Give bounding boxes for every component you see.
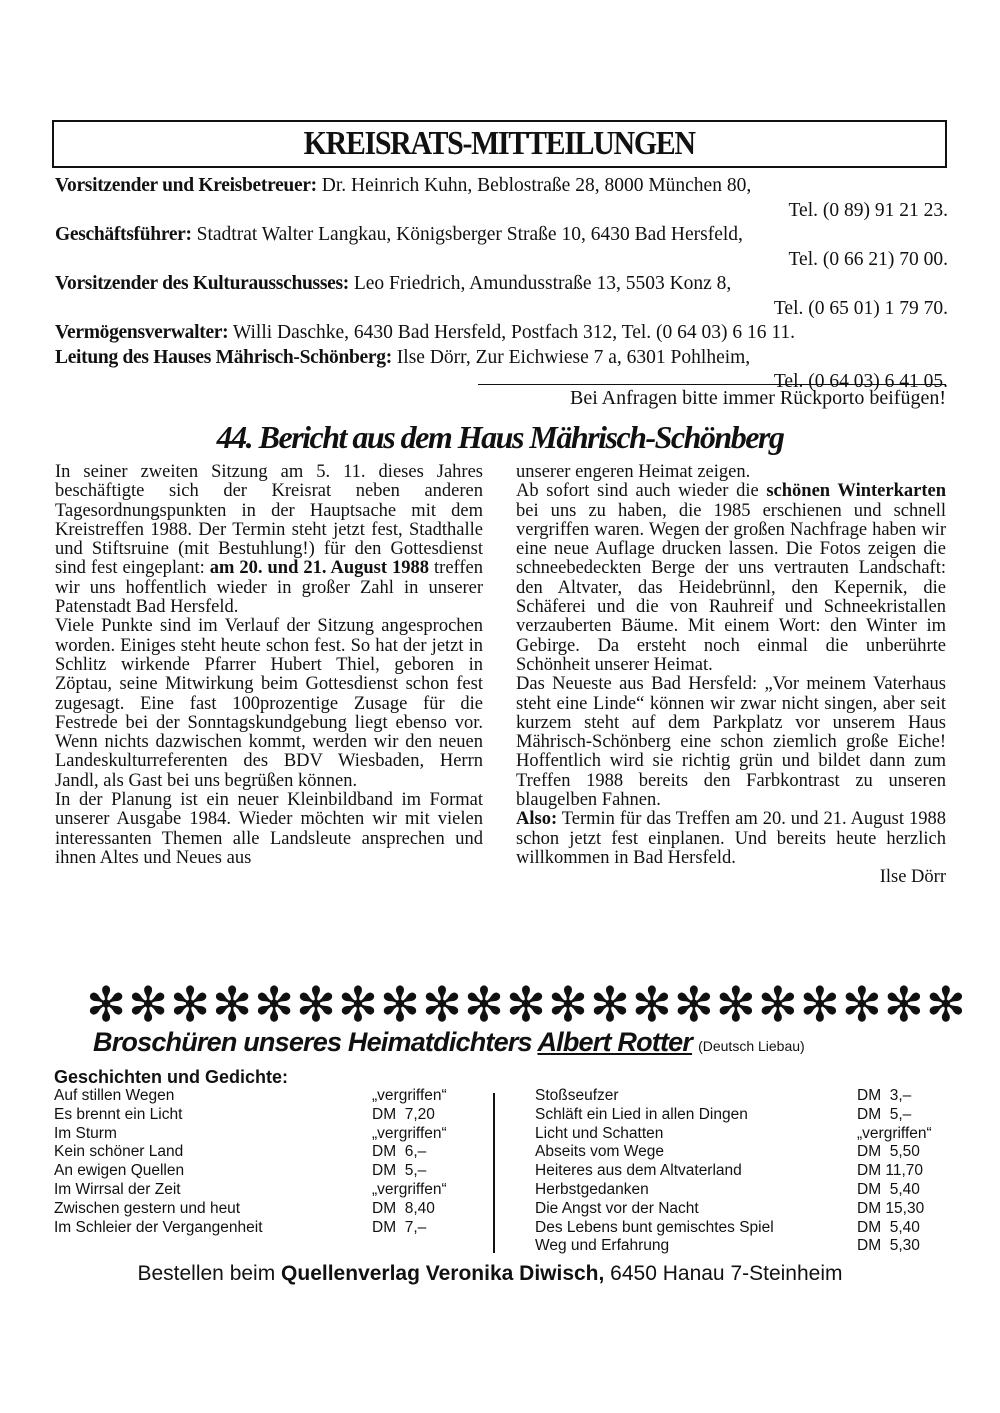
publisher-address: 6450 Hanau 7-Steinheim xyxy=(604,1262,843,1285)
contact-text: Willi Daschke, 6430 Bad Hersfeld, Postfach 312, Tel. (0 64 03) 6 16 11. xyxy=(232,322,796,343)
star-ornament: ✻ xyxy=(925,977,966,1033)
brochure-title: Auf stillen Wegen xyxy=(54,1087,175,1104)
contact-phone: Tel. (0 64 03) 6 41 05. xyxy=(773,371,948,392)
brochures-title xyxy=(93,1027,805,1058)
contact-text: Stadtrat Walter Langkau, Königsberger Straße 10, 6430 Bad Hersfeld, xyxy=(196,224,743,245)
brochure-price: DM 3,– xyxy=(857,1087,912,1104)
brochure-price: DM 5,– xyxy=(857,1105,912,1123)
brochure-row xyxy=(54,1087,464,1106)
star-ornament: ✻ xyxy=(589,977,631,1033)
brochure-row xyxy=(535,1087,947,1106)
contact-label: Vermögensverwalter: xyxy=(55,322,229,343)
star-ornament: ✻ xyxy=(673,977,714,1033)
title-box xyxy=(52,120,947,168)
brochure-title: Im Wirrsal der Zeit xyxy=(54,1180,181,1198)
brochure-row xyxy=(535,1125,947,1144)
contact-list xyxy=(55,174,948,395)
brochure-row xyxy=(54,1219,464,1238)
brochure-title: Im Sturm xyxy=(54,1124,117,1142)
brochure-title: Abseits vom Wege xyxy=(535,1143,664,1161)
paragraph: unserer engeren Heimat zeigen. xyxy=(516,462,751,482)
text: Termin für das Treffen am 20. und 21. August 1988 schon jetzt fest einplanen. Und bereits heute herzlich willkommen in Bad Hersfeld. xyxy=(516,809,946,868)
contact-phone: Tel. (0 65 01) 1 79 70. xyxy=(773,297,948,319)
brochure-price: DM 5,40 xyxy=(857,1180,920,1198)
contact-text: Ilse Dörr, Zur Eichwiese 7 a, 6301 Pohlheim, xyxy=(396,346,751,368)
text: treffen wir uns hoffentlich wieder in großer Zahl in unserer Patenstadt Bad Hersfeld. xyxy=(55,558,483,618)
emphasis: am 20. und 21. August 1988 xyxy=(209,558,430,579)
brochure-title: Licht und Schatten xyxy=(535,1124,664,1142)
star-ornament: ✻ xyxy=(757,977,798,1033)
signature-row xyxy=(516,868,946,887)
contact-label: Leitung des Hauses Mährisch-Schönberg: xyxy=(55,346,392,368)
contact-label: Vorsitzender und Kreisbetreuer: xyxy=(55,175,317,196)
star-ornament: ✻ xyxy=(127,977,169,1033)
contact-label: Geschäftsführer: xyxy=(55,224,192,245)
brochure-row xyxy=(535,1219,947,1238)
order-prefix: Bestellen beim xyxy=(137,1262,282,1285)
paragraph xyxy=(55,463,483,617)
brochure-row xyxy=(54,1181,464,1200)
brochure-row xyxy=(535,1106,947,1125)
brochure-title: Stoßseufzer xyxy=(535,1087,619,1104)
brochure-price: „vergriffen“ xyxy=(372,1180,447,1198)
contact-phone: Tel. (0 89) 91 21 23. xyxy=(788,199,948,221)
brochure-title: Zwischen gestern und heut xyxy=(54,1199,241,1217)
author-name: Albert Rotter xyxy=(537,1027,693,1057)
brochure-price: DM 5,30 xyxy=(857,1237,920,1255)
star-ornament: ✻ xyxy=(169,977,211,1033)
paragraph xyxy=(516,482,946,675)
brochure-row xyxy=(535,1143,947,1162)
brochure-price: DM 11,70 xyxy=(857,1162,924,1180)
paragraph: In der Planung ist ein neuer Kleinbildband im Format unserer Ausgabe 1984. Wieder möchten wir mit vielen interessanten Themen alle Landsleute ansprechen und ihnen Altes und Neues aus xyxy=(55,790,483,868)
contact-line xyxy=(55,174,948,199)
star-ornament: ✻ xyxy=(631,977,673,1033)
brochure-row xyxy=(54,1162,464,1181)
star-ornament: ✻ xyxy=(799,977,840,1033)
brochure-title: Weg und Erfahrung xyxy=(535,1237,670,1255)
contact-label: Vorsitzender des Kulturausschusses: xyxy=(55,273,349,294)
report-column-left xyxy=(55,463,483,868)
brochure-price: „vergriffen“ xyxy=(372,1087,447,1104)
emphasis: schönen Winterkarten xyxy=(766,481,946,502)
brochure-title: Kein schöner Land xyxy=(54,1143,184,1161)
star-divider xyxy=(86,975,966,1035)
star-ornament: ✻ xyxy=(883,977,924,1033)
brochure-title: Im Schleier der Vergangenheit xyxy=(54,1218,263,1236)
brochures-subtitle: Geschichten und Gedichte: xyxy=(54,1067,289,1087)
brochure-row xyxy=(54,1143,464,1162)
column-divider xyxy=(493,1093,495,1253)
brochure-title: Es brennt ein Licht xyxy=(54,1105,183,1123)
brochure-price: DM 7,– xyxy=(372,1218,427,1236)
brochure-price: DM 5,– xyxy=(372,1162,427,1180)
paragraph: Das Neueste aus Bad Hersfeld: „Vor meinem Vaterhaus steht eine Linde“ können wir zwar nicht singen, aber seit kurzem steht auf dem Parkplatz vor unserem Haus Mährisch-Schönberg eine schon ziemlich große Eiche! Hoffentlich wird sie richtig grün und bildet dann zum Treffen 1988 bereits den Farbkontrast zu unseren blaugelben Fahnen. xyxy=(516,674,946,811)
contact-line xyxy=(55,272,948,297)
brochure-list-left xyxy=(54,1087,464,1237)
text: In seiner zweiten Sitzung am 5. 11. dieses Jahres beschäftigte sich der Kreisrat neben anderen Tagesordnungspunkten in der Hauptsache mit dem Kreistreffen 1988. Der Termin steht jetzt fest, Stadthalle und Stiftsruine (mit Bestuhlung!) für den Gottesdienst sind fest eingeplant: xyxy=(55,462,483,579)
report-title: 44. Bericht aus dem Haus Mährisch-Schönberg xyxy=(216,419,784,455)
brochure-title: An ewigen Quellen xyxy=(54,1162,185,1180)
star-ornament: ✻ xyxy=(379,977,421,1033)
contact-line xyxy=(55,223,948,248)
brochure-price: „vergriffen“ xyxy=(857,1124,932,1142)
brochure-price: DM 7,20 xyxy=(372,1105,435,1123)
contact-phone: Tel. (0 66 21) 70 00. xyxy=(788,248,948,270)
signature: Ilse Dörr xyxy=(879,867,946,888)
paragraph xyxy=(516,810,946,868)
page-title: KREISRATS-MITTEILUNGEN xyxy=(303,125,696,162)
star-ornament: ✻ xyxy=(421,977,463,1033)
star-ornament: ✻ xyxy=(505,977,547,1033)
star-ornament: ✻ xyxy=(86,977,127,1033)
brochure-row xyxy=(535,1162,947,1181)
star-ornament: ✻ xyxy=(463,977,505,1033)
brochure-list-right xyxy=(535,1087,947,1256)
brochure-row xyxy=(535,1237,947,1256)
emphasis: Also: xyxy=(516,809,558,830)
author-origin: (Deutsch Liebau) xyxy=(698,1038,805,1054)
postage-hint: Bei Anfragen bitte immer Rückporto beifügen! xyxy=(478,384,946,411)
star-ornament: ✻ xyxy=(547,977,589,1033)
star-ornament: ✻ xyxy=(841,977,882,1033)
order-info xyxy=(0,1262,980,1286)
brochure-title: Schläft ein Lied in allen Dingen xyxy=(535,1105,748,1123)
brochure-price: „vergriffen“ xyxy=(372,1124,447,1142)
star-ornament: ✻ xyxy=(295,977,337,1033)
brochure-row xyxy=(54,1125,464,1144)
brochure-row xyxy=(535,1181,947,1200)
contact-line xyxy=(55,321,948,346)
brochure-row xyxy=(535,1200,947,1219)
brochure-title: Des Lebens bunt gemischtes Spiel xyxy=(535,1218,774,1236)
brochure-title: Heiteres aus dem Altvaterland xyxy=(535,1162,742,1180)
paragraph: Viele Punkte sind im Verlauf der Sitzung angesprochen worden. Einiges steht heute schon fest. So hat der jetzt in Schlitz wirkende Pfarrer Hubert Thiel, geboren in Zöptau, seine Mitwirkung beim Gottesdienst schon fest zugesagt. Eine fast 100prozentige Zusage für die Festrede bei der Sonntagskundgebung liegt ebenso vor. Wenn nichts dazwischen kommt, werden wir den neuen Landeskulturreferenten des BDV Wiesbaden, Herrn Jandl, als Gast bei uns begrüßen können. xyxy=(55,616,483,791)
contact-text: Dr. Heinrich Kuhn, Beblostraße 28, 8000 München 80, xyxy=(321,175,752,196)
text: bei uns zu haben, die 1985 erschienen und schnell vergriffen waren. Wegen der großen Nachfrage haben wir eine neue Auflage drucken lassen. Die Fotos zeigen die schneebedeckten Berge der uns vertrauten Landschaft: den Altvater, das Heidebrünnl, den Kepernik, die Schäferei und die von Rauhreif und Schneekristallen verzauberten Bäume. Mit einem Wort: den Winter im Gebirge. Da ersteht noch einmal die unberührte Schönheit unserer Heimat. xyxy=(516,500,946,675)
brochure-row xyxy=(54,1200,464,1219)
brochure-title: Die Angst vor der Nacht xyxy=(535,1199,699,1217)
brochure-price: DM 5,50 xyxy=(857,1143,920,1161)
brochures-title-main: Broschüren unseres Heimatdichters xyxy=(93,1027,538,1057)
brochure-price: DM 6,– xyxy=(372,1143,427,1161)
brochure-row xyxy=(54,1106,464,1125)
star-ornament: ✻ xyxy=(253,977,295,1033)
star-ornament: ✻ xyxy=(211,977,253,1033)
report-column-right xyxy=(516,463,946,888)
brochure-price: DM 8,40 xyxy=(372,1199,435,1217)
star-ornament: ✻ xyxy=(715,977,756,1033)
publisher-name: Quellenverlag Veronika Diwisch, xyxy=(281,1262,605,1285)
brochure-title: Herbstgedanken xyxy=(535,1180,649,1198)
brochure-price: DM 15,30 xyxy=(857,1199,925,1217)
star-ornament: ✻ xyxy=(337,977,379,1033)
contact-line xyxy=(55,346,948,371)
contact-text: Leo Friedrich, Amundusstraße 13, 5503 Konz 8, xyxy=(353,273,732,294)
brochure-price: DM 5,40 xyxy=(857,1218,920,1236)
text: Ab sofort sind auch wieder die xyxy=(516,481,767,502)
